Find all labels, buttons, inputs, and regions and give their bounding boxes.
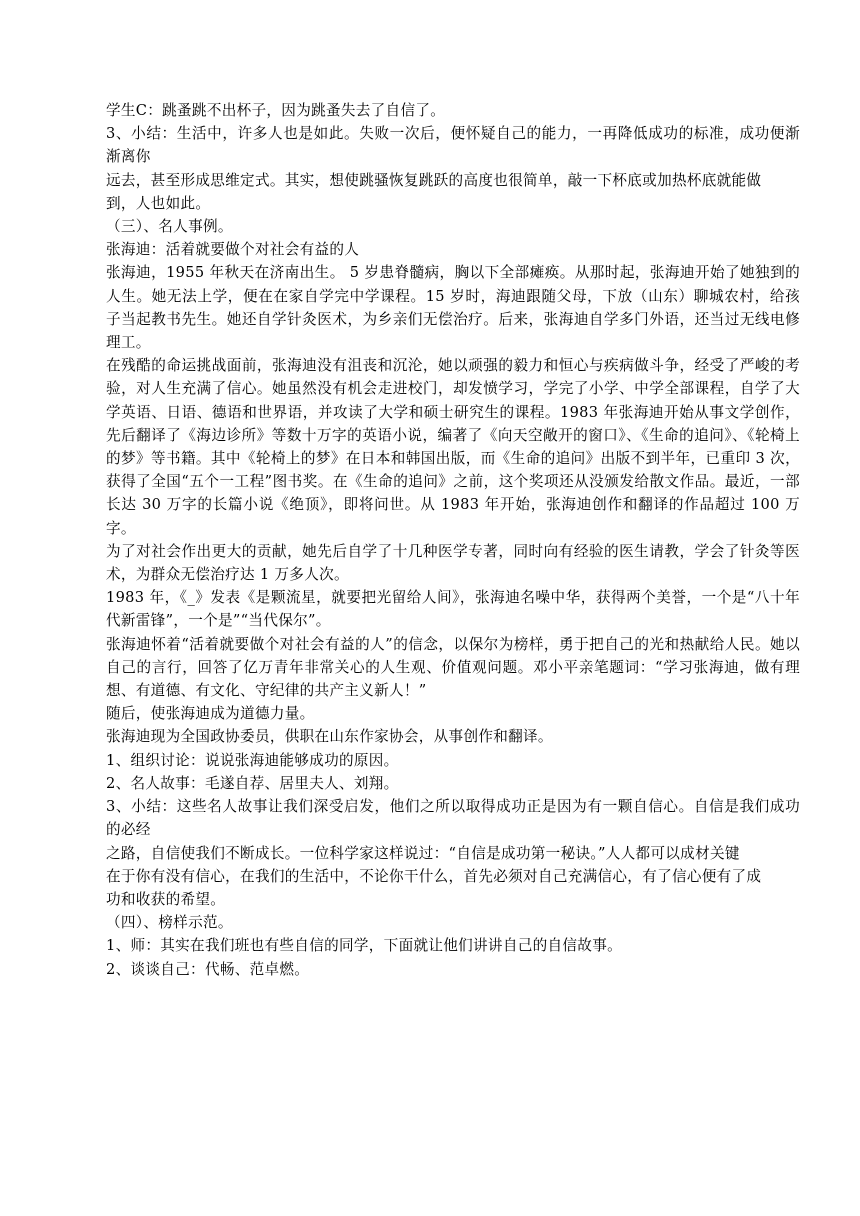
paragraph: 张海迪现为全国政协委员，供职在山东作家协会，从事创作和翻译。	[106, 728, 553, 746]
list-item: 1、组织讨论：说说张海迪能够成功的原因。	[106, 751, 399, 769]
paragraph: 3、小结：生活中，许多人也是如此。失败一次后，便怀疑自己的能力，一再降低成功的标准，成功便渐渐离你	[106, 125, 800, 166]
paragraph: 在残酷的命运挑战面前，张海迪没有沮丧和沉沦，她以顽强的毅力和恒心与疾病做斗争，经受了严峻的考验，对人生充满了信心。她虽然没有机会走进校门，却发愤学习，学完了小学、中学全部课程，自学了大学英语、日语、德语和世界语，并攻读了大学和硕士研究生的课程。1983 年张海迪开始从事文学创作，先后翻译了《海边诊所》等数十万字的英语小说，编著了《向天空敞开的窗口》、《生命的追问》、《轮椅上的梦》等书籍。其中《轮椅上的梦》在日本和韩国出版，而《生命的追问》出版不到半年，已重印 3 次，获得了全国“五个一工程”图书奖。在《生命的追问》之前，这个奖项还从没颁发给散文作品。最近，一部长达 30 万字的长篇小说《绝顶》，即将问世。从 1983 年开始，张海迪创作和翻译的作品超过 100 万字。	[106, 357, 800, 537]
paragraph: 到，人也如此。	[106, 194, 211, 212]
paragraph: 张海迪，1955 年秋天在济南出生。 5 岁患脊髓病，胸以下全部瘫痪。从那时起，张海迪开始了她独到的人生。她无法上学，便在在家自学完中学课程。15 岁时，海迪跟随父母，下放（山东）聊城农村，给孩子当起教书先生。她还自学针灸医术，为乡亲们无偿治疗。后来，张海迪自学多门外语，还当过无线电修理工。	[106, 264, 800, 352]
paragraph: 学生C：跳蚤跳不出杯子，因为跳蚤失去了自信了。	[106, 102, 446, 119]
paragraph: 3、小结：这些名人故事让我们深受启发，他们之所以取得成功正是因为有一颗自信心。自信是我们成功的必经	[106, 798, 800, 839]
subheading: 张海迪：活着就要做个对社会有益的人	[106, 241, 360, 259]
list-item: 1、师：其实在我们班也有些自信的同学，下面就让他们讲讲自己的自信故事。	[106, 937, 622, 955]
paragraph: 1983 年，《_》发表《是颗流星，就要把光留给人间》，张海迪名噪中华，获得两个美誉，一个是“八十年代新雷锋”，一个是”“当代保尔”。	[106, 589, 800, 630]
paragraph: 张海迪怀着“活着就要做个对社会有益的人”的信念，以保尔为榜样，勇于把自己的光和热献给人民。她以自己的言行，回答了亿万青年非常关心的人生观、价值观问题。邓小平亲笔题词：“学习张海迪，做有理想、有道德、有文化、守纪律的共产主义新人！”	[106, 635, 800, 700]
paragraph: 随后，使张海迪成为道德力量。	[106, 705, 315, 723]
paragraph: 远去，甚至形成思维定式。其实，想使跳骚恢复跳跃的高度也很简单，敲一下杯底或加热杯底就能做	[106, 171, 762, 189]
paragraph: 功和收获的希望。	[106, 890, 226, 908]
section-heading: （四）、榜样示范。	[106, 914, 233, 932]
paragraph: 之路，自信使我们不断成长。一位科学家这样说过：“自信是成功第一秘诀。”人人都可以成材关键	[106, 844, 740, 862]
list-item: 2、谈谈自己：代畅、范卓燃。	[106, 960, 310, 978]
paragraph: 在于你有没有信心，在我们的生活中，不论你干什么，首先必须对自己充满信心，有了信心便有了成	[106, 867, 762, 885]
document-body	[106, 99, 800, 981]
section-heading: （三）、名人事例。	[106, 218, 233, 236]
list-item: 2、名人故事：毛遂自荐、居里夫人、刘翔。	[106, 774, 399, 792]
paragraph: 为了对社会作出更大的贡献，她先后自学了十几种医学专著，同时向有经验的医生请教，学会了针灸等医术，为群众无偿治疗达 1 万多人次。	[106, 542, 800, 584]
